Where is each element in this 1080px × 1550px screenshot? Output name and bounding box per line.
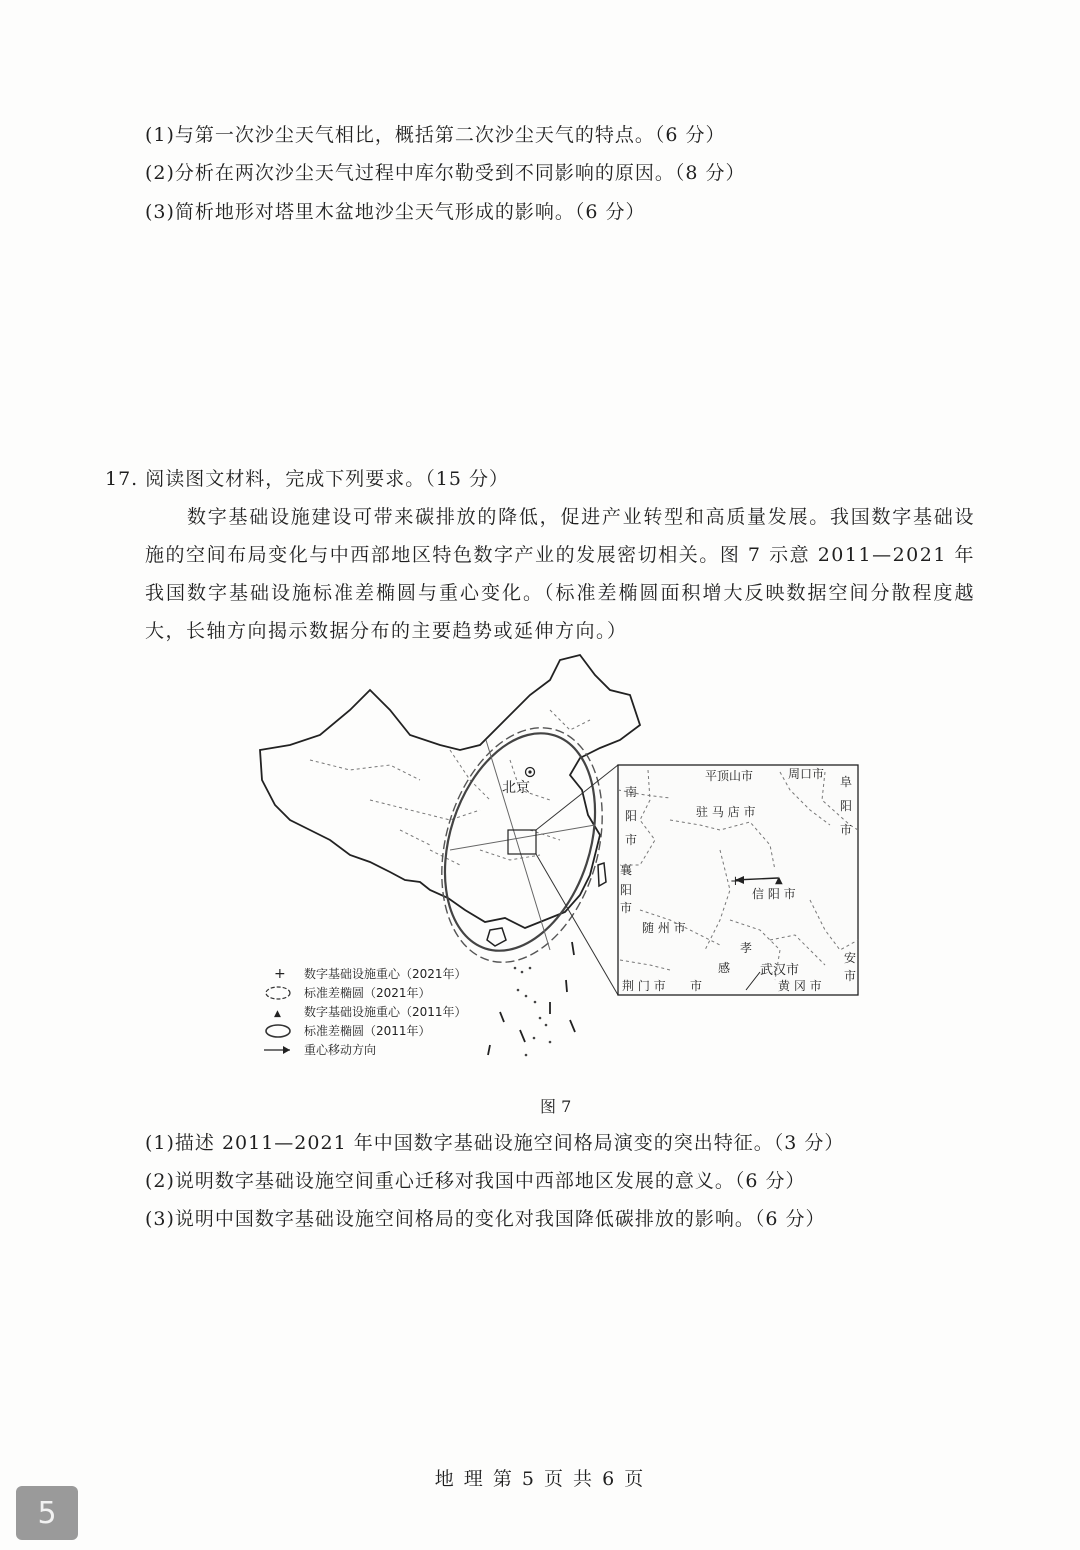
inset-connector-top bbox=[536, 765, 618, 830]
label-pingdingshan: 平顶山市 bbox=[705, 769, 754, 783]
label-huanggang: 黄 冈 市 bbox=[778, 979, 822, 993]
q17-sub3: (3)说明中国数字基础设施空间格局的变化对我国降低碳排放的影响。（6 分） bbox=[145, 1208, 826, 1230]
south-sea-islands bbox=[514, 967, 552, 1057]
q17-material: 数字基础设施建设可带来碳排放的降低，促进产业转型和高质量发展。我国数字基础设施的空间布局变化与中西部地区特色数字产业的发展密切相关。图 7 示意 2011—2021 年我国数字基础设施标准差椭圆与重心变化。（标准差椭圆面积增大反映数据空间分散程度越大，长轴方向揭示数据分布的主要趋势或延伸方向。） bbox=[145, 506, 975, 642]
label-jingmen: 荆 门 市 bbox=[622, 979, 666, 993]
figure-7-map bbox=[250, 650, 860, 1090]
label-xiangyang-shi: 市 bbox=[620, 901, 633, 915]
q17-sub1: (1)描述 2011—2021 年中国数字基础设施空间格局演变的突出特征。（3 分） bbox=[145, 1132, 845, 1154]
label-xiangyang-yang: 阳 bbox=[620, 883, 633, 897]
label-fuyang-yang: 阳 bbox=[840, 799, 853, 813]
legend-ellipse-2021: 标准差椭圆（2021年） bbox=[304, 986, 431, 1000]
legend-center-2021: 数字基础设施重心（2021年） bbox=[304, 967, 467, 981]
legend-center-2011: 数字基础设施重心（2011年） bbox=[304, 1005, 467, 1019]
inset-box-small bbox=[508, 830, 536, 854]
label-xiao: 孝 bbox=[740, 941, 753, 955]
china-outline bbox=[260, 655, 640, 928]
label-nanyang-shi: 市 bbox=[625, 833, 638, 847]
map-svg bbox=[250, 650, 860, 1090]
label-fuyang-shi: 市 bbox=[840, 823, 853, 837]
taiwan-island bbox=[598, 863, 606, 886]
q16-sub1: (1)与第一次沙尘天气相比，概括第二次沙尘天气的特点。（6 分） bbox=[145, 124, 726, 146]
beijing-label: 北京 bbox=[502, 780, 530, 796]
label-fu: 阜 bbox=[840, 775, 853, 789]
q16-sub3: (3)简析地形对塔里木盆地沙尘天气形成的影响。（6 分） bbox=[145, 201, 646, 223]
legend-ellipse-2011: 标准差椭圆（2011年） bbox=[304, 1024, 431, 1038]
label-xiaogan-shi: 市 bbox=[690, 979, 703, 993]
label-xinyang: 信 阳 市 bbox=[752, 887, 796, 901]
hainan-island bbox=[487, 928, 506, 946]
page-footer: 地 理 第 5 页 共 6 页 bbox=[434, 1468, 646, 1490]
svg-text:+: + bbox=[274, 966, 286, 982]
svg-text:+: + bbox=[730, 874, 741, 889]
label-wuhan: 武汉市 bbox=[760, 963, 800, 978]
label-nanyang-yang: 阳 bbox=[625, 809, 638, 823]
page-number-badge: 5 bbox=[16, 1486, 78, 1540]
figure-caption: 图 7 bbox=[540, 1097, 572, 1116]
legend-direction: 重心移动方向 bbox=[304, 1043, 377, 1057]
q17-sub2: (2)说明数字基础设施空间重心迁移对我国中西部地区发展的意义。（6 分） bbox=[145, 1170, 806, 1192]
label-nan: 南 bbox=[625, 785, 638, 799]
label-zhoukou: 周口市 bbox=[788, 767, 825, 781]
svg-text:▲: ▲ bbox=[775, 875, 783, 886]
label-suizhou: 随 州 市 bbox=[642, 921, 686, 935]
label-anlu-shi: 市 bbox=[844, 969, 857, 983]
south-sea-dashes bbox=[488, 942, 575, 1055]
label-zhumadian: 驻 马 店 市 bbox=[696, 805, 756, 819]
map-legend bbox=[264, 966, 467, 1057]
svg-text:▲: ▲ bbox=[274, 1009, 281, 1019]
label-an: 安 bbox=[844, 951, 857, 965]
label-xiang: 襄 bbox=[620, 863, 633, 877]
q16-sub2: (2)分析在两次沙尘天气过程中库尔勒受到不同影响的原因。（8 分） bbox=[145, 162, 746, 184]
label-gan: 感 bbox=[718, 961, 731, 975]
q17-heading: 17. 阅读图文材料，完成下列要求。（15 分） bbox=[105, 468, 509, 490]
